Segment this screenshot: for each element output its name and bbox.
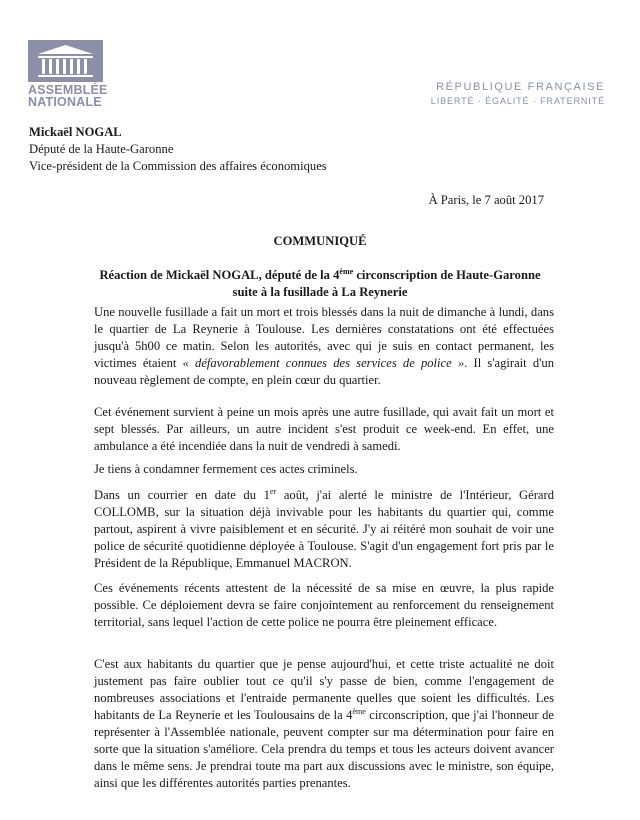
- paragraph-1-quote: « défavorablement connues des services de police »: [182, 356, 465, 370]
- logo-text-line2: NATIONALE: [28, 95, 102, 109]
- document-date: À Paris, le 7 août 2017: [428, 193, 544, 207]
- paragraph-4-text-a: Dans un courrier en date du 1: [94, 488, 270, 502]
- paragraph-6-superscript: ème: [352, 706, 366, 716]
- republic-title: RÉPUBLIQUE FRANÇAISE: [436, 81, 605, 93]
- paragraph-6-text-b: circonscription, que j'ai l'honneur de représenter à l'Assemblée nationale, peuvent compter sur ma détermination pour faire en sorte que la situation s'améliore. Cela prendra du temps et tous les acteurs doivent avancer dans le même sens. Je prendrai toute ma part aux discussions avec le ministre, son équipe, ainsi que les différentes autorités parties prenantes.: [94, 708, 554, 790]
- paragraph-6: [94, 656, 554, 792]
- sender-role: Député de la Haute-Garonne: [29, 142, 174, 156]
- paragraph-4-superscript: er: [269, 486, 277, 496]
- paragraph-3: Je tiens à condamner fermement ces actes criminels.: [94, 462, 358, 476]
- subtitle-superscript: ème: [339, 267, 354, 276]
- document-subtitle: [90, 263, 550, 301]
- subtitle-part2: circonscription de Haute-Garonne suite à la fusillade à La Reynerie: [232, 268, 541, 300]
- subtitle-part1: Réaction de Mickaël NOGAL, député de la 4: [99, 268, 340, 283]
- republic-motto: LIBERTÉ · ÉGALITÉ · FRATERNITÉ: [430, 96, 605, 106]
- paragraph-4: [94, 487, 554, 572]
- paragraph-1: [94, 304, 554, 389]
- parliament-building-icon: [28, 40, 103, 82]
- assemblee-nationale-logo: [28, 40, 108, 109]
- republic-header: [430, 80, 605, 108]
- paragraph-1-text-b: . Il s'agirait d'un nouveau règlement de compte, en plein cœur du quartier.: [94, 356, 555, 387]
- paragraph-5: Ces événements récents attestent de la nécessité de sa mise en œuvre, la plus rapide possible. Ce déploiement devra se faire conjointement au renforcement du renseignement territorial, sans lequel l'action de cette police ne pourra être pleinement efficace.: [94, 581, 554, 629]
- paragraph-2: Cet événement survient à peine un mois après une autre fusillade, qui avait fait un mort et sept blessés. Par ailleurs, un autre incident s'est produit ce week-end. En effet, une ambulance a été incendiée dans la nuit de vendredi à samedi.: [94, 405, 554, 453]
- document-heading: COMMUNIQUÉ: [273, 234, 367, 248]
- sender-name: Mickaël NOGAL: [29, 125, 122, 139]
- sender-position: Vice-président de la Commission des affaires économiques: [29, 159, 327, 173]
- logo-text-line1: ASSEMBLÉE: [28, 83, 108, 97]
- paragraph-4-text-b: août, j'ai alerté le ministre de l'Intérieur, Gérard COLLOMB, sur la situation déjà invivable pour les habitants du quartier qui, comme partout, aspirent à vivre paisiblement et en sécurité. J'y ai réitéré mon souhait de voir une police de sécurité quotidienne déployée à Toulouse. S'agit d'un engagement fort pris par le Président de la République, Emmanuel MACRON.: [94, 488, 554, 570]
- paragraph-1-text-a: Une nouvelle fusillade a fait un mort et trois blessés dans la nuit de dimanche à lundi, dans le quartier de La Reynerie à Toulouse. Les dernières constatations ont été effectuées jusqu'à 5h00 ce matin. Selon les autorités, avec qui je suis en contact permanent, les victimes étaient: [94, 305, 554, 370]
- paragraph-6-text-a: C'est aux habitants du quartier que je pense aujourd'hui, et cette triste actualité ne doit justement pas faire oublier tout ce qu'il s'y passe de bien, comme l'engagement de nombreuses associations et l'entraide permanente quelles que soient les difficultés. Les habitants de La Reynerie et les Toulousains de la 4: [94, 657, 554, 722]
- sender-block: [29, 124, 327, 175]
